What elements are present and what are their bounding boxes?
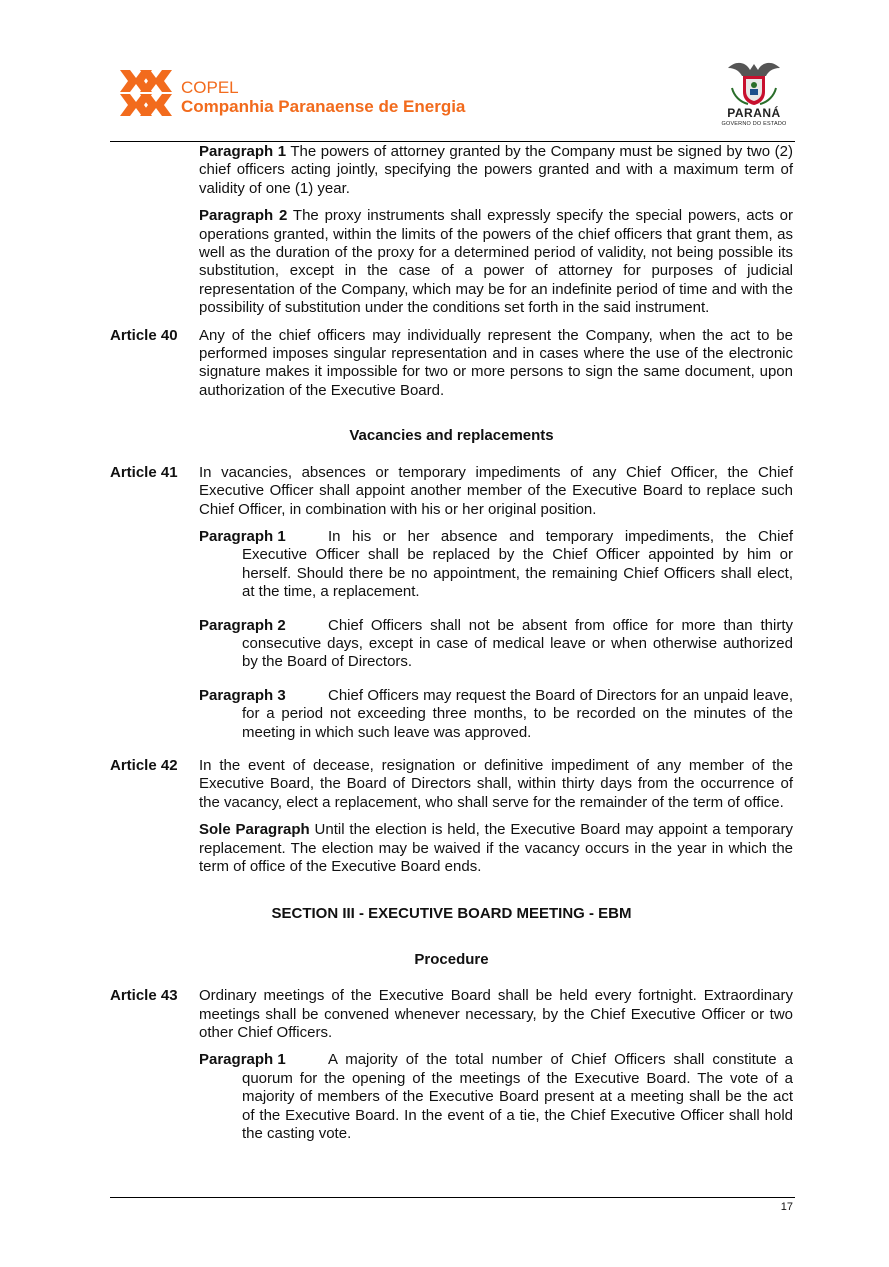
paragraph-label: Paragraph 1	[199, 527, 286, 545]
paragraph-text: In his or her absence and temporary impediments, the Chief Executive Officer shall be replaced by the Chief Officer appointed by him or herself. Should there be no appointment, the remaining Chief Officers shall elect, at the time, a replacement.	[242, 527, 793, 601]
article-text: In the event of decease, resignation or definitive impediment of any member of the Executive Board, the Board of Directors shall, within thirty days from the occurrence of the vacancy, elect a replacement, who shall serve for the remainder of the term of office.	[199, 756, 793, 811]
section-heading: Vacancies and replacements	[349, 427, 554, 445]
article-label: Article 43	[110, 987, 178, 1005]
paragraph-block	[199, 1051, 793, 1143]
paragraph-text: Chief Officers may request the Board of Directors for an unpaid leave, for a period not exceeding three months, to be recorded on the minutes of the meeting in which such leave was approved.	[242, 686, 793, 741]
state-subtitle: GOVERNO DO ESTADO	[721, 121, 787, 127]
paragraph-block	[199, 687, 793, 742]
article-label: Article 40	[110, 326, 178, 344]
paragraph-text: The proxy instruments shall expressly specify the special powers, acts or operations granted, within the limits of the powers of the chief officers that grant them, as well as the duration of the proxy for a determined period of validity, not being possible its substitution, except in the case of a power of attorney for purposes of judicial representation of the Company, which may be for an indefinite period of time and with the possibility of substitution under the conditions set forth in the said instrument.	[199, 207, 793, 317]
section-heading: SECTION III - EXECUTIVE BOARD MEETING - EBM	[271, 905, 632, 923]
footer-rule	[110, 1197, 795, 1198]
article-text: Any of the chief officers may individually represent the Company, when the act to be performed imposes singular representation and in cases where the use of the electronic signature makes it impossible for two or more persons to sign the same document, upon authorization of the Executive Board.	[199, 326, 793, 399]
paragraph-block	[199, 821, 793, 876]
paragraph-block	[199, 143, 793, 198]
brand-name: COPEL	[181, 78, 239, 97]
article-42	[110, 757, 793, 812]
copel-logo-icon	[120, 70, 172, 116]
parana-coat-of-arms-icon	[726, 58, 782, 106]
article-text: In vacancies, absences or temporary impediments of any Chief Officer, the Chief Executive Officer shall appoint another member of the Executive Board to replace such Chief Officer, in combination with his or her original position.	[199, 463, 793, 518]
subsection-heading: Procedure	[414, 950, 489, 968]
article-text: Ordinary meetings of the Executive Board shall be held every fortnight. Extraordinary meetings shall be convened whenever necessary, by the Chief Executive Officer or two other Chief Officers.	[199, 987, 793, 1042]
paragraph-text: The powers of attorney granted by the Company must be signed by two (2) chief officers acting jointly, specifying the powers granted and with a maximum term of validity of one (1) year.	[199, 143, 793, 197]
brand-full-name: Companhia Paranaense de Energia	[181, 97, 466, 116]
article-label: Article 42	[110, 756, 178, 774]
paragraph-label: Paragraph 2	[199, 616, 286, 634]
paragraph-text: A majority of the total number of Chief Officers shall constitute a quorum for the opening of the meetings of the Executive Board. The vote of a majority of members of the Executive Board present at a meeting shall be the act of the Executive Board. In the event of a tie, the Chief Executive Officer shall hold the casting vote.	[242, 1051, 793, 1143]
document-body	[110, 142, 793, 1158]
page-header	[0, 0, 889, 142]
paragraph-label: Paragraph 1	[199, 1051, 286, 1069]
paragraph-label: Sole Paragraph	[199, 821, 310, 839]
paragraph-label: Paragraph 3	[199, 686, 286, 704]
state-name: PARANÁ	[727, 106, 781, 120]
article-43	[110, 987, 793, 1042]
paragraph-block	[199, 528, 793, 602]
paragraph-text: Chief Officers shall not be absent from office for more than thirty consecutive days, except in case of medical leave or when otherwise authorized by the Board of Directors.	[242, 616, 793, 671]
article-label: Article 41	[110, 463, 178, 481]
article-40	[110, 327, 793, 401]
paragraph-block	[199, 617, 793, 672]
paragraph-text: Until the election is held, the Executive Board may appoint a temporary replacement. The election may be waived if the vacancy occurs in the year in which the term of office of the Executive Board ends.	[199, 821, 793, 875]
paragraph-label: Paragraph 2	[199, 207, 288, 225]
paragraph-block	[199, 207, 793, 317]
page-number: 17	[780, 1201, 793, 1213]
article-41	[110, 464, 793, 519]
paragraph-label: Paragraph 1	[199, 143, 287, 160]
